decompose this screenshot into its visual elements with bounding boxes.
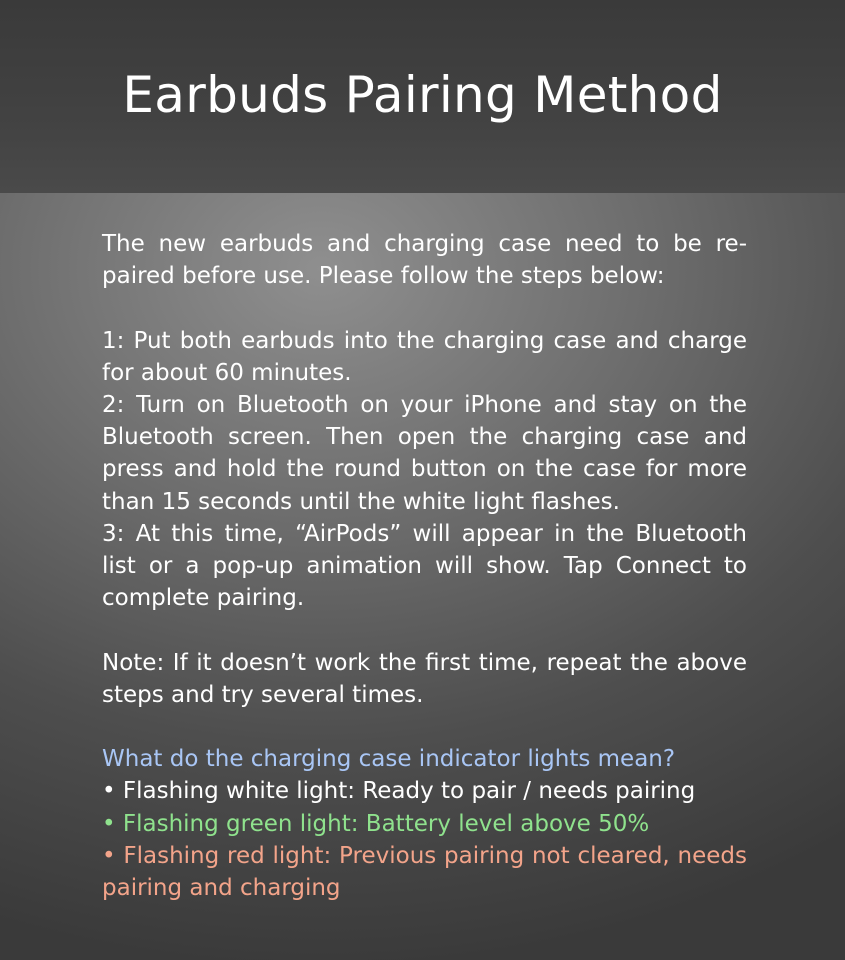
intro-paragraph: The new earbuds and charging case need to be re-paired before use. Please follow the steps below:: [102, 231, 747, 290]
spacer: [102, 292, 747, 324]
note-paragraph: Note: If it doesn’t work the first time, repeat the above steps and try several times.: [102, 649, 747, 708]
step-3: 3: At this time, “AirPods” will appear in the Bluetooth list or a pop-up animation will show. Tap Connect to complete pairing.: [102, 520, 747, 612]
light-item-green: • Flashing green light: Battery level above 50%: [102, 810, 650, 837]
page-title: Earbuds Pairing Method: [122, 66, 723, 124]
light-item-red: • Flashing red light: Previous pairing not cleared, needs pairing and charging: [102, 842, 747, 902]
step-1: 1: Put both earbuds into the charging case and charge for about 60 minutes.: [102, 327, 747, 386]
instructions-body: [102, 228, 747, 904]
header-banner: [0, 0, 845, 193]
spacer: [102, 614, 747, 646]
lights-question: What do the charging case indicator lights mean?: [102, 746, 676, 773]
step-2: 2: Turn on Bluetooth on your iPhone and stay on the Bluetooth screen. Then open the charging case and press and hold the round button on the case for more than 15 seconds until the white light flashes.: [102, 392, 747, 515]
light-item-white: • Flashing white light: Ready to pair / needs pairing: [102, 778, 696, 805]
spacer: [102, 711, 747, 743]
